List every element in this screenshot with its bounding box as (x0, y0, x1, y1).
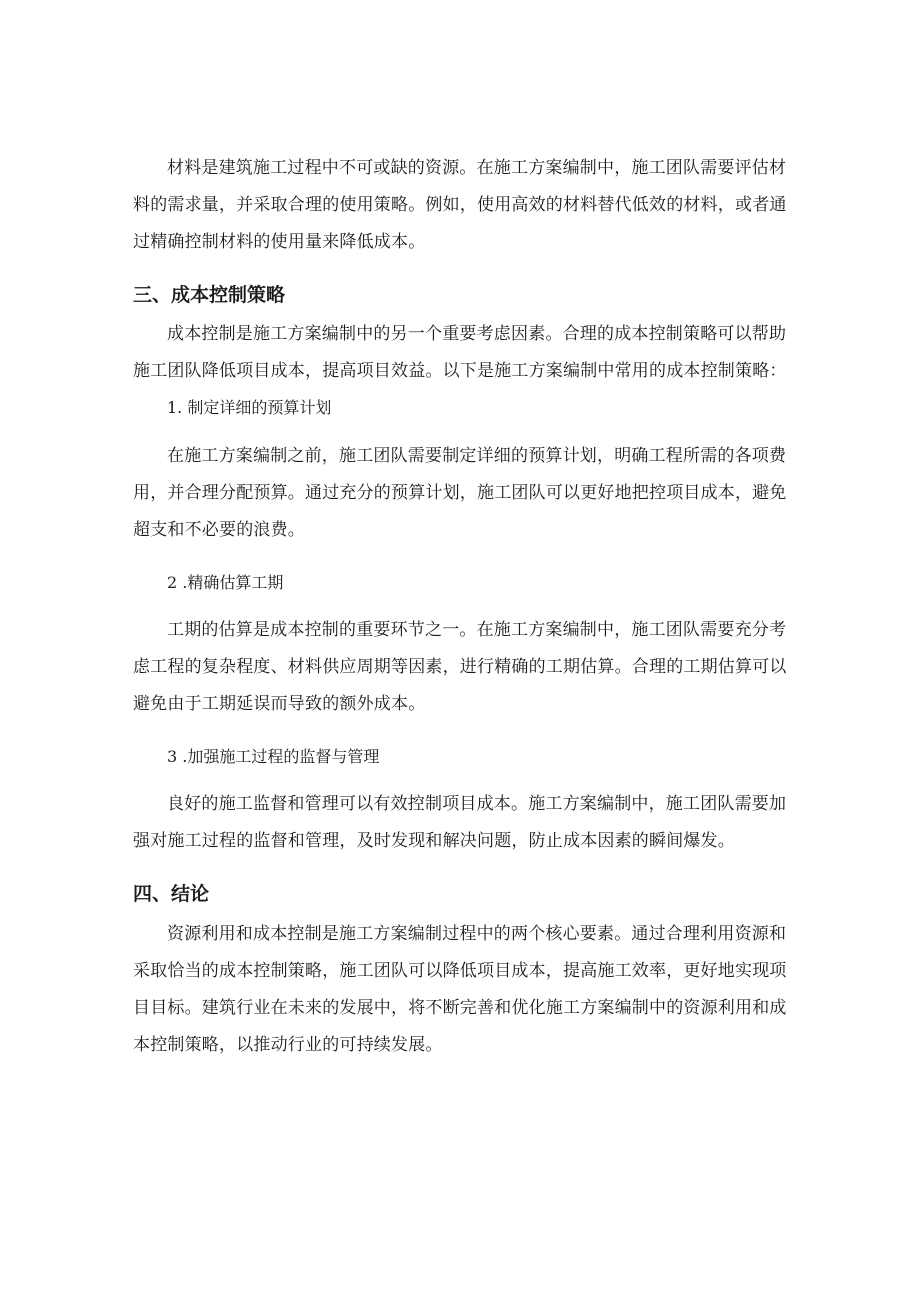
subheading-duration-estimate: 2 .精确估算工期 (167, 573, 284, 592)
section-heading-cost-control: 三、成本控制策略 (133, 284, 286, 306)
paragraph-duration-estimate: 工期的估算是成本控制的重要环节之一。在施工方案编制中，施工团队需要充分考虑工程的复杂程度、材料供应周期等因素，进行精确的工期估算。合理的工期估算可以避免由于工期延误而导致的额外成本。 (133, 620, 787, 714)
paragraph-cost-control-intro: 成本控制是施工方案编制中的另一个重要考虑因素。合理的成本控制策略可以帮助施工团队降低项目成本，提高项目效益。以下是施工方案编制中常用的成本控制策略： (133, 324, 787, 381)
paragraph-budget-plan: 在施工方案编制之前，施工团队需要制定详细的预算计划，明确工程所需的各项费用，并合理分配预算。通过充分的预算计划，施工团队可以更好地把控项目成本，避免超支和不必要的浪费。 (133, 446, 787, 540)
subheading-budget-plan: 1. 制定详细的预算计划 (167, 398, 332, 417)
subheading-supervision: 3 .加强施工过程的监督与管理 (167, 747, 380, 766)
paragraph-conclusion: 资源利用和成本控制是施工方案编制过程中的两个核心要素。通过合理利用资源和采取恰当的成本控制策略，施工团队可以降低项目成本，提高施工效率，更好地实现项目目标。建筑行业在未来的发展中，将不断完善和优化施工方案编制中的资源利用和成本控制策略，以推动行业的可持续发展。 (133, 924, 787, 1055)
section-heading-conclusion: 四、结论 (133, 883, 210, 905)
document-body (133, 150, 793, 1064)
paragraph-material: 材料是建筑施工过程中不可或缺的资源。在施工方案编制中，施工团队需要评估材料的需求量，并采取合理的使用策略。例如，使用高效的材料替代低效的材料，或者通过精确控制材料的使用量来降低成本。 (133, 158, 787, 252)
paragraph-supervision: 良好的施工监督和管理可以有效控制项目成本。施工方案编制中，施工团队需要加强对施工过程的监督和管理，及时发现和解决问题，防止成本因素的瞬间爆发。 (133, 794, 787, 851)
